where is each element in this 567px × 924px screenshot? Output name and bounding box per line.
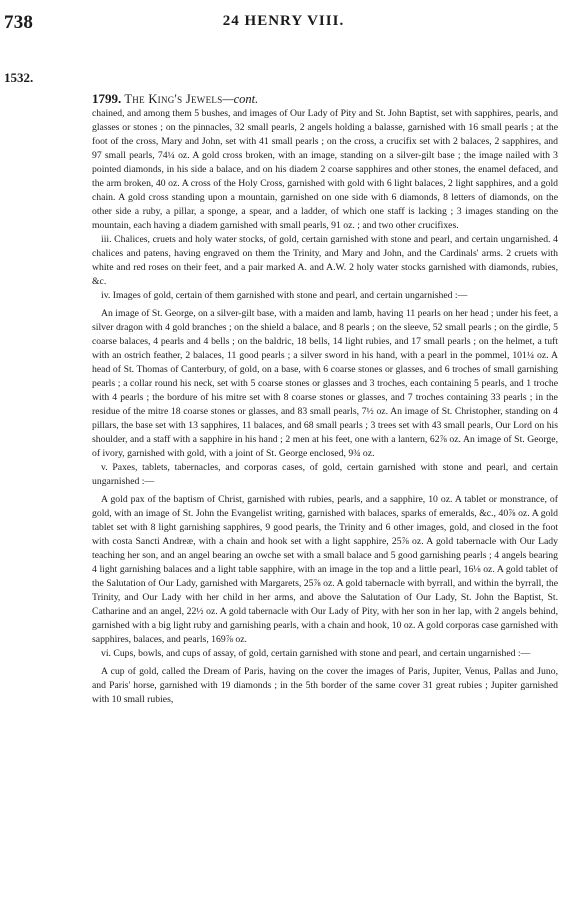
- section-iii: iii. Chalices, cruets and holy water stocks, of gold, certain garnished with stone and pearl, and certain ungarnished. 4 chalices and patens, having engraved on them the Trinity, and Mary and John, and the Cardinals' arms. 2 cruets with white and red roses on their feet, and a pair marked A. and A.W. 2 holy water stocks garnished with diamonds, rubies, &c.: [92, 234, 558, 287]
- section-v: v. Paxes, tablets, tabernacles, and corporas cases, of gold, certain garnished with stone and pearl, and certain ungarnished :—: [92, 462, 558, 487]
- paragraph-continuation: chained, and among them 5 bushes, and images of Our Lady of Pity and St. John Baptist, set with sapphires, pearls, and glasses or stones ; on the pinnacles, 32 small pearls, 2 angels holding a balasse, garnished with 16 small pearls ; at the foot of the cross, Mary and John, set with 41 small pearls ; on the cross, a crucifix set with 2 balaces, 2 sapphires, and 97 small pearls, 74¼ oz. A gold cross broken, with an image, standing on a silver-gilt base ; the image nailed with 3 pointed diamonds, in his side a balace, and on his diadem 2 coarse sapphires and other stones, the enamel defaced, and the arm broken, 40 oz. A cross of the Holy Cross, garnished with gold with 6 light balaces, 2 light sapphires, and a gold chain. A gold cross standing upon a mountain, garnished on one side with 6 diamonds, 8 letters of diamonds, on the other side a ruby, a pillar, a sponge, a spear, and a ladder, of which one staff is lacking ; 3 images standing on the mountain, each having a diadem garnished with small pearls, 91 oz. ; and two other crucifixes.: [92, 108, 558, 231]
- section-iv: iv. Images of gold, certain of them garnished with stone and pearl, and certain ungarnished :—: [101, 290, 468, 301]
- entry-title-suffix: —cont.: [222, 92, 259, 106]
- year-marginal: 1532.: [4, 70, 34, 85]
- section-vi: vi. Cups, bowls, and cups of assay, of gold, certain garnished with stone and pearl, and certain ungarnished :—: [101, 648, 531, 659]
- entry-heading: [92, 92, 558, 106]
- paragraph-images: An image of St. George, on a silver-gilt base, with a maiden and lamb, having 11 pearls on her head ; under his feet, a silver dragon with 4 gold branches ; on the shield a balace, and 8 pearls ; on the sleeve, 52 small pearls ; on the girdle, 5 coarse balaces, 4 pearls and 4 bells ; on the baldric, 18 bells, 14 light rubies, and 17 small pearls ; on the helmet, a tuft with an ostrich feather, 2 balaces, 11 good pearls ; a silver sword in his hand, with a pearl in the pommel, 101¼ oz. A head of St. Thomas of Canterbury, of gold, on a base, with 6 coarse stones or glasses, and 6 troches of small garnishing pearls ; a collar round his neck, set with 5 coarse stones or glasses and 3 troches, each containing 5 pearls, and 1 troche with 4 pearls ; the bordure of his mitre set with 8 coarse stones or glasses, and 7 troches containing 33 pearls ; in the residue of the mitre 18 coarse stones or glasses, and 83 small pearls, 7½ oz. An image of St. Christopher, standing on 4 pillars, the base set with 13 sapphires, 11 balaces, and 68 small pearls ; 3 trees set with 43 small pearls, Our Lord on his shoulder, and a staff with a sapphire in his hand ; 2 men at his feet, one with a lantern, 62⅞ oz. An image of St. George, of ivory, garnished with gold, with a joint of St. George enclosed, 9¾ oz.: [92, 308, 558, 459]
- entry-title: The King's Jewels: [124, 92, 223, 106]
- running-head: 24 HENRY VIII.: [222, 13, 345, 29]
- entry-body: [92, 92, 558, 707]
- paragraph-paxes: A gold pax of the baptism of Christ, garnished with rubies, pearls, and a sapphire, 10 oz. A tablet or monstrance, of gold, with an image of St. John the Evangelist writing, garnished with balaces, sparks of emeralds, &c., 40⅞ oz. A gold tablet set with 8 light garnishing sapphires, 9 good pearls, the Trinity and 6 other images, gold, and closed in the foot with costa Sancti Andreæ, with a chain and hook set with a light sapphire, 25⅞ oz. A gold tabernacle with Our Lady teaching her son, and an angel bearing an owche set with a small balace and 5 good garnishing pearls ; 4 angels bearing 4 light garnishing balaces and a light table sapphire, with an image in the top and a little pearl, 16⅛ oz. A gold tablet of the Salutation of Our Lady, garnished with Margarets, 25⅞ oz. A gold tabernacle with byrrall, and within the byrrall, the Trinity, and Our Lady with her child in her arms, and above the Salutation of Our Lady, St. John the Baptist, St. Catharine and an angel, 22½ oz. A gold tabernacle with Our Lady of Pity, with her son in her lap, with 2 angels behind, garnished with a big light ruby and garnishing pearls, with a chain and hook, 10 oz. A gold corporas case garnished with sapphires, balaces, and pearls, 169⅞ oz.: [92, 494, 558, 645]
- paragraph-cups: A cup of gold, called the Dream of Paris, having on the cover the images of Paris, Jupiter, Venus, Pallas and Juno, and Paris' horse, garnished with 19 diamonds ; in the 5th border of the same cover 31 great rubies ; Jupiter garnished with 10 small rubies,: [92, 666, 558, 705]
- page-number: 738: [4, 12, 34, 33]
- entry-number: 1799.: [92, 91, 122, 106]
